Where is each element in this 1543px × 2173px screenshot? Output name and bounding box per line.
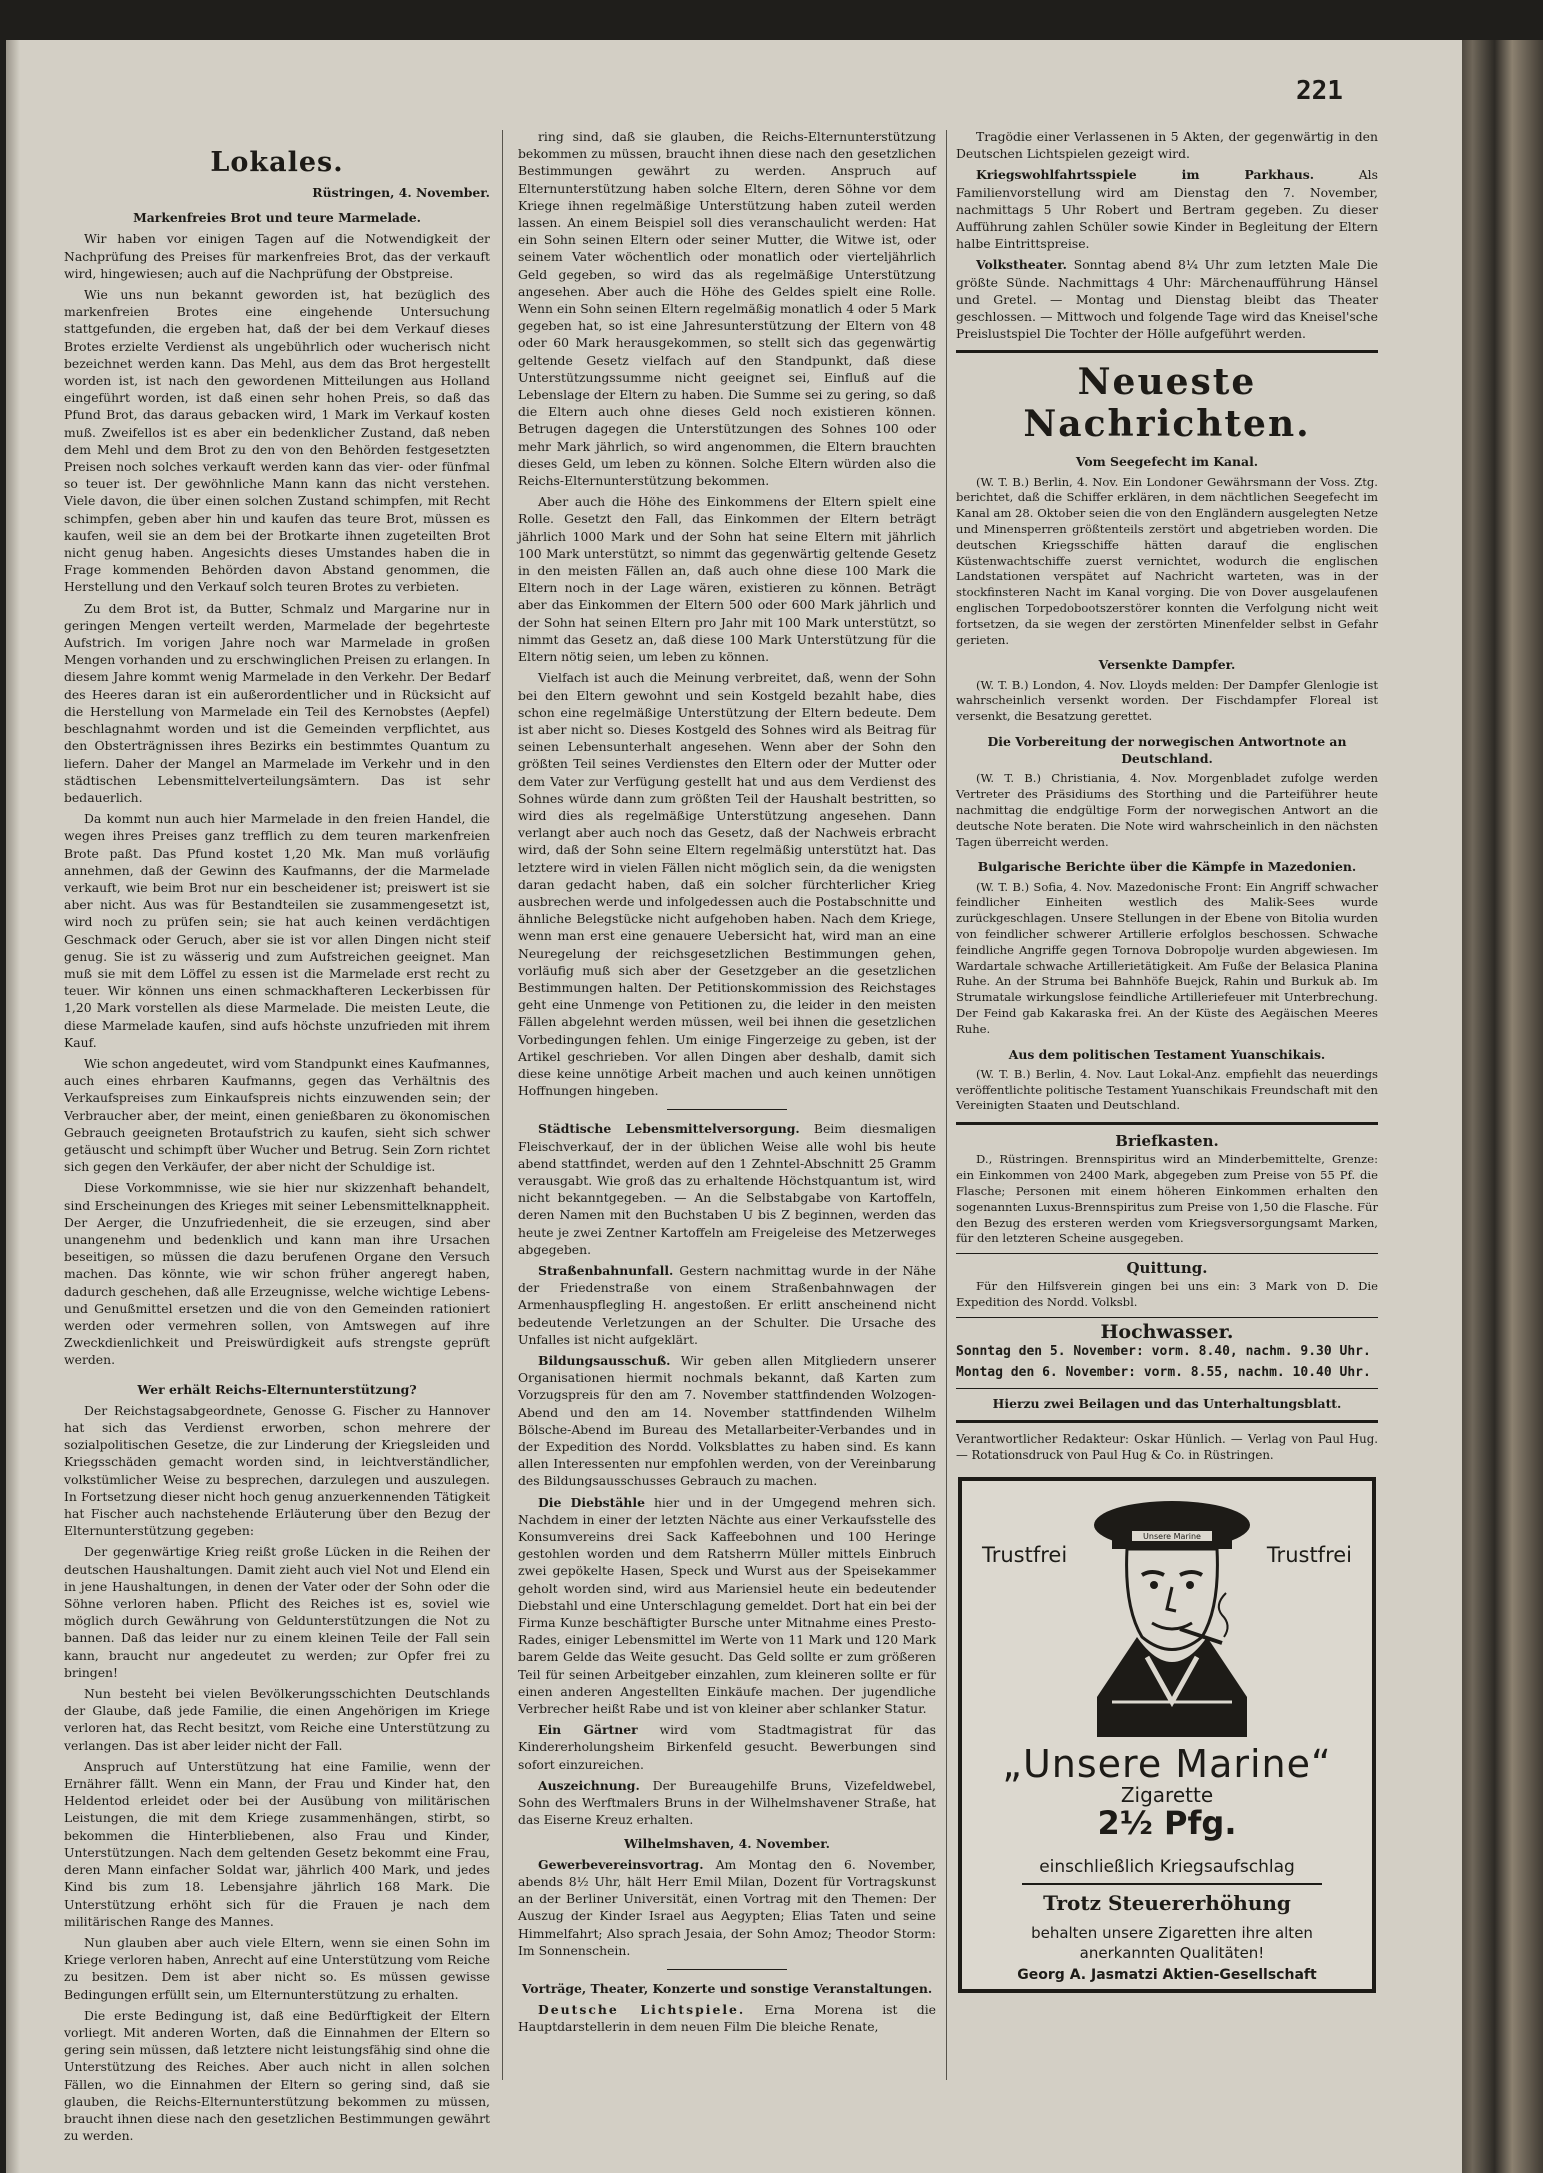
ad-price: 2½ Pfg. <box>1097 1803 1237 1842</box>
page-number: 221 <box>1296 76 1343 106</box>
ad-company: Georg A. Jasmatzi Aktien-Gesellschaft <box>1017 1966 1317 1983</box>
article-paragraph: Die erste Bedingung ist, daß eine Bedürftigkeit der Eltern vorliegt. Mit anderen Worten, daß die Einnahmen der Eltern so gering sein müssen, daß letztere nicht leistungsfähig sind ohne die Unterstützung des Reiches. Aber auch nicht in allen solchen Fällen, wo die Einnahmen der Eltern so gering sind, daß sie glauben, die Reichs-Elternunterstützung bekommen zu müssen, braucht ihnen diese nach den gesetzlichen Bestimmungen gewährt zu werden. <box>64 2007 490 2144</box>
local-note-text: Der Bureaugehilfe Bruns, Vizefeldwebel, Sohn des Werftmalers Bruns in der Wilhelmshavener Straße, hat das Eiserne Kreuz erhalten. <box>518 1777 936 1828</box>
sailor-illustration <box>1072 1487 1272 1737</box>
local-note-lead: Kriegswohlfahrtsspiele im Parkhaus. <box>976 167 1315 183</box>
mailbox-text: D., Rüstringen. Brennspiritus wird an Minderbemittelte, Grenze: ein Einkommen von 2400 Mark, abgegeben zum Preise von 55 Pf. die Flasche; Personen mit einem höheren Einkommen erhalten den sogenannten Luxus-Brennspiritus zum Preise von 1,50 die Flasche. Für den Bezug des ersteren werden vom Kriegsversorgungsamt Marken, für den letzteren Scheine ausgegeben. <box>956 1152 1378 1246</box>
ad-slogan: behalten unsere Zigaretten ihre alten anerkannten Qualitäten! <box>1031 1923 1313 1962</box>
news-headline: Aus dem politischen Testament Yuanschikais. <box>1008 1046 1326 1062</box>
ad-trustfrei-left: Trustfrei <box>982 1542 1068 1567</box>
column-latest-news <box>956 128 1378 2088</box>
local-note-text: Beim diesmaligen Fleischverkauf, der in der üblichen Weise alle wohl bis heute abend stattfindet, werden auf den 1 Zehntel-Abschnitt 25 Gramm verausgabt. Wie groß das zu erhaltende Höchstquantum ist, wird nicht bekanntgegeben. — An die Selbstabgabe von Kartoffeln, deren Namen mit den Buchstaben U bis Z beginnen, werden das heute je zwei Zentner Kartoffeln am Freigeleise des Metzerweges abgegeben. <box>518 1121 936 1257</box>
local-note-text: Sonntag abend 8¼ Uhr zum letzten Male Die größte Sünde. Nachmittags 4 Uhr: Märchenaufführung Hänsel und Gretel. — Montag und Dienstag bleibt das Theater geschlossen. — Mittwoch und folgende Tage wird das Kneisel'sche Preislustspiel Die Tochter der Hölle aufgeführt werden. <box>956 257 1378 342</box>
section-title-latest-news: Neueste Nachrichten. <box>1023 361 1311 446</box>
article-paragraph: Anspruch auf Unterstützung hat eine Familie, wenn der Ernährer fällt. Wenn ein Mann, der Frau und Kinder hat, den Heldentod erleidet oder bei der Ausübung von militärischen Leistungen, die mit dem Kriege zusammenhängen, stirbt, so bekommen die Hinterbliebenen, also Frau und Kinder, Unterstützungen. Nach dem geltenden Gesetz bekommt eine Frau, deren Mann einfacher Soldat war, jährlich 400 Mark, und jedes Kind bis zum 18. Lebensjahre jährlich 168 Mark. Die Unterstützung erhöht sich für die Frauen je nach dem militärischen Range des Mannes. <box>64 1758 490 1929</box>
article-paragraph: Nun glauben aber auch viele Eltern, wenn sie einen Sohn im Kriege verloren haben, Anrecht auf eine Unterstützung vom Reiche zu besitzen. Dem ist aber nicht so. Es müssen gewisse Bedingungen erfüllt sein, um Elternunterstützung zu erhalten. <box>64 1934 490 2002</box>
imprint: Verantwortlicher Redakteur: Oskar Hünlich. — Verlag von Paul Hug. — Rotationsdruck von Paul Hug & Co. in Rüstringen. <box>956 1431 1378 1462</box>
local-notes <box>518 1120 936 1828</box>
news-text: (W. T. B.) Christiania, 4. Nov. Morgenbladet zufolge werden Vertreter des Präsidiums des Storthing und die Parteiführer heute nachmittag die endgültige Form der norwegischen Antwort an die deutsche Note beraten. Die Note wird wahrscheinlich in den nächsten Tagen überreicht werden. <box>956 771 1378 849</box>
events-continued <box>956 128 1378 342</box>
article-paragraph: Der Reichstagsabgeordnete, Genosse G. Fischer zu Hannover hat sich das Verdienst erworben, schon mehrere der sozialpolitischen Gesetze, die zur Linderung der Kriegsleiden und Kriegsschäden gemacht worden sind, in leichtverständlicher, volkstümlicher Weise zu besprechen, darzulegen und auszulegen. In Fortsetzung dieser nicht hoch genug anzuerkennenden Tätigkeit hat Fischer auch nachstehende Erläuterung über den Bezug der Elternunterstützung gegeben: <box>64 1402 490 1539</box>
local-note-text: Am Montag den 6. November, abends 8½ Uhr, hält Herr Emil Milan, Dozent für Vortragskunst an der Berliner Universität, einen Vortrag mit den Themen: Der Auszug der Kinder Israel aus Aegypten; Elias Taten und seine Himmelfahrt; Also sprach Jesaia, der Sohn Amoz; Theodor Storm: Im Sonnenschein. <box>518 1856 936 1958</box>
dateline-ruestringen: Rüstringen, 4. November. <box>312 185 490 200</box>
ad-brand: „Unsere Marine“ <box>1002 1741 1332 1786</box>
local-note-text: wird vom Stadtmagistrat für das Kindererholungsheim Birkenfeld gesucht. Bewerbungen sind sofort einzureichen. <box>518 1722 936 1772</box>
ad-divider <box>1022 1883 1322 1885</box>
divider <box>956 1253 1378 1254</box>
news-items <box>956 453 1378 1114</box>
advertisement-unsere-marine <box>958 1477 1376 1993</box>
ad-product: Zigarette <box>1120 1782 1214 1807</box>
page-edge-shadow <box>6 40 20 2173</box>
news-headline: Bulgarische Berichte über die Kämpfe in Mazedonien. <box>977 859 1357 875</box>
local-note <box>956 256 1378 342</box>
article-body-bread <box>64 230 490 1368</box>
article-headline-parental-support: Wer erhält Reichs-Elternunterstützung? <box>137 1381 417 1397</box>
section-title-local: Lokales. <box>210 147 344 178</box>
divider <box>956 1317 1378 1318</box>
article-paragraph: Wie schon angedeutet, wird vom Standpunkt eines Kaufmannes, auch eines ehrbaren Kaufmanns, gegen das Verhältnis des Verkaufspreises zum Einkaufspreis nichts einzuwenden sein; der Verbraucher aber, der meint, einen genießbaren zu ökonomischen Gebrauch geeigneten Brotaufstrich zu kaufen, sieht sich schwer getäuscht und schimpft über Wucher und Betrug. Sein Zorn richtet sich gegen den Verkäufer, der aber nicht der Schuldige ist. <box>64 1055 490 1175</box>
news-text: (W. T. B.) London, 4. Nov. Lloyds melden: Der Dampfer Glenlogie ist wahrscheinlich versenkt worden. Der Fischdampfer Floreal ist versenkt, die Besatzung gerettet. <box>956 677 1378 724</box>
divider-heavy <box>956 350 1378 353</box>
column-continued <box>518 128 936 2088</box>
article-body-parental-support <box>64 1402 490 2145</box>
local-note <box>956 166 1378 252</box>
article-paragraph: ring sind, daß sie glauben, die Reichs-Elternunterstützung bekommen zu müssen, braucht ihnen diese nach den gesetzlichen Bestimmungen gewährt zu werden. Anspruch auf Elternunterstützung haben solche Eltern, deren Söhne vor dem Kriege ihnen regelmäßige Unterstützung haben zuteil werden lassen. An einem Beispiel soll dies veranschaulicht werden: Hat ein Sohn seinen Eltern oder seiner Mutter, die Witwe ist, oder seinem Vater wöchentlich oder monatlich oder vierteljährlich Geld gegeben, so wird das als regelmäßige Unterstützung angesehen. Aber auch die Höhe des Geldes spielt eine Rolle. Wenn ein Sohn seinen Eltern regelmäßig monatlich 4 oder 5 Mark gegeben hat, so ist eine Jahresunterstützung der Eltern von 48 oder 60 Mark herausgekommen, so stellt sich das gegenwärtig geltende Gesetz vielfach auf den Standpunkt, daß diese Unterstützungssumme nicht geeignet sei, Einfluß auf die Lebenslage der Eltern zu haben. Die Summe sei zu gering, so daß die Eltern auch ohne dieses Geld noch existieren können. Betrugen dagegen die Unterstützungen des Sohnes 100 oder mehr Mark jährlich, so wird angenommen, die Eltern brauchten dieses Geld, um leben zu können. Solche Eltern würden also die Reichs-Elternunterstützung bekommen. <box>518 129 936 489</box>
local-note <box>518 1120 936 1258</box>
ad-headline: Trotz Steuererhöhung <box>1043 1890 1291 1915</box>
local-note-text: Als Familienvorstellung wird am Dienstag den 7. November, nachmittags 5 Uhr Robert und Bertram gegeben. Zu dieser Aufführung zahlen Schüler sowie Kinder in Begleitung der Eltern halbe Eintrittspreise. <box>956 167 1378 252</box>
mailbox-title: Briefkasten. <box>1115 1132 1219 1151</box>
local-note-lead: Auszeichnung. <box>538 1777 640 1793</box>
flood-title: Hochwasser. <box>1100 1320 1234 1343</box>
article-paragraph: Aber auch die Höhe des Einkommens der Eltern spielt eine Rolle. Gesetzt den Fall, das Einkommen der Eltern beträgt jährlich 1000 Mark und der Sohn hat seine Eltern mit jährlich 100 Mark unterstützt, so nimmt das gegenwärtig geltende Gesetz in den meisten Fällen an, daß auch ohne diese 100 Mark die Eltern noch in der Lage wären, existieren zu können. Beträgt aber das Einkommen der Eltern 500 oder 600 Mark jährlich und der Sohn hat seinen Eltern pro Jahr mit 100 Mark unterstützt, so nimmt das Gesetz an, daß diese 100 Mark Unterstützung für die Eltern nötig seien, um leben zu können. <box>518 494 936 665</box>
dateline-wilhelmshaven: Wilhelmshaven, 4. November. <box>624 1835 830 1851</box>
divider <box>667 1969 787 1970</box>
news-text: (W. T. B.) Sofia, 4. Nov. Mazedonische Front: Ein Angriff schwacher feindlicher Einheiten westlich des Malik-Sees wurde zurückgeschlagen. Unsere Stellungen in der Ebene von Bitolia wurden von feindlicher schwerer Artillerie erfolglos beschossen. Schwache feindliche Angriffe gegen Tornova Dobropolje wurden abgewiesen. Im Wardartale schwache Artillerietätigkeit. Am Fuße der Belasica Planina Ruhe. An der Struma bei Bahnhöfe Buejck, Rahin und Burkuk ab. Im Strumatale wirkungslose feindliche Artilleriefeuer mit Unterbrechung. Der Feind gab Kakaraska frei. An der Küste des Aegäischen Meeres Ruhe. <box>956 879 1378 1036</box>
news-headline: Versenkte Dampfer. <box>1098 657 1236 673</box>
article-paragraph: Nun besteht bei vielen Bevölkerungsschichten Deutschlands der Glaube, daß jede Familie, die einen Angehörigen im Kriege verloren hat, das Recht besitzt, vom Reiche eine Unterstützung zu verlangen. Das ist aber leider nicht der Fall. <box>64 1686 490 1753</box>
ad-tax-note: einschließlich Kriegsaufschlag <box>1039 1856 1295 1877</box>
flood-line-monday: Montag den 6. November: vorm. 8.55, nachm. 10.40 Uhr. <box>956 1365 1371 1381</box>
article-paragraph: Wie uns nun bekannt geworden ist, hat bezüglich des markenfreien Brotes eine eingehende Untersuchung stattgefunden, die ergeben hat, daß der bei dem Verkauf dieses Brotes erzielte Verdienst als ungebührlich oder wucherisch nicht bezeichnet werden kann. Das Mehl, aus dem das Brot hergestellt worden ist, ist nach den gewordenen Mitteilungen aus Holland eingeführt worden, ist daß einen sehr hohen Preis, so daß das Pfund Brot, das daraus gebacken wird, 1 Mark im Verkauf kosten muß. Zweifellos ist es aber ein bedenklicher Zustand, daß neben dem Mehl und dem Brot zu den von den Behörden festgesetzten Preisen noch solches verkauft werden kann das vier- oder fünfmal so teuer ist. Der gewöhnliche Mann kann das nicht verstehen. Viele davon, die über einen solchen Zustand schimpfen, mit Recht schimpfen, geben aber hin und kaufen das teure Brot, müssen es kaufen, weil sie an dem bei der Brotkarte ihnen zugeteilten Brot nicht genug haben. Angesichts dieses Umstandes haben die in Frage kommenden Behörden davon Abstand genommen, die Herstellung und den Verkauf solch teuren Brotes zu verbieten. <box>64 287 490 595</box>
article-headline-bread: Markenfreies Brot und teure Marmelade. <box>133 210 421 226</box>
local-note-text: hier und in der Umgegend mehren sich. Nachdem in einer der letzten Nächte aus einer Verkaufsstelle des Konsumvereins drei Sack Kaffeebohnen und 100 Heringe gestohlen worden und dem Ratsherrn Müller mittels Einbruch zwei gepökelte Hasen, Speck und Wurst aus der Speisekammer geholt worden sind, wird aus Mariensiel heute ein bedeutender Diebstahl und eine Unterschlagung gemeldet. Dort hat ein bei der Firma Kunze beschäftigter Bursche unter Mitnahme eines Presto-Rades, einiger Lebensmittel im Werte von 11 Mark und 120 Mark barem Gelde das Weite gesucht. Das Geld sollte er zum größeren Teil für seinen Arbeitgeber einzahlen, zum kleineren sollte er für einen anderen Angestellten Einkäufe machen. Der jugendliche Verbrecher heißt Rabe und ist von kleiner aber schlanker Statur. <box>518 1494 936 1717</box>
receipt-title: Quittung. <box>1126 1259 1208 1278</box>
news-headline: Die Vorbereitung der norwegischen Antwortnote an Deutschland. <box>987 734 1347 767</box>
divider <box>667 1109 787 1110</box>
divider <box>956 1388 1378 1389</box>
local-note-lead: Volkstheater. <box>976 257 1067 273</box>
local-note-text: Wir geben allen Mitgliedern unserer Organisationen hiermit nochmals bekannt, daß Karten zum Vorzugspreis für den am 7. November stattfindenden Wolzogen-Abend und den am 14. November stattfindenden Wilhelm Bölsche-Abend im Bureau des Metallarbeiter-Verbandes und in der Expedition des Nordd. Volksblattes zu haben sind. Es kann allen Interessenten nur empfohlen werden, von der Vereinbarung des Bildungsausschusses Gebrauch zu machen. <box>518 1353 936 1489</box>
local-note <box>518 1856 936 1959</box>
book-binding <box>1455 40 1543 2173</box>
news-text: (W. T. B.) Berlin, 4. Nov. Laut Lokal-Anz. empfiehlt das neuerdings veröffentlichte politische Testament Yuanschikais Freundschaft mit den Vereinigten Staaten und Deutschland. <box>956 1066 1378 1113</box>
column-rule-2 <box>946 130 947 2080</box>
ad-trustfrei-right: Trustfrei <box>1266 1542 1352 1567</box>
article-paragraph: Diese Vorkommnisse, wie sie hier nur skizzenhaft behandelt, sind Erscheinungen des Krieges mit seiner Lebensmittelknappheit. Der Aerger, die Unzufriedenheit, die sie erzeugen, sind aber unangenehm und bedenklich und kann man ihre Ursachen beseitigen, so müssen die dazu berufenen Organe den Versuch machen. Das könnte, wie wir schon früher angeregt haben, dadurch geschehen, daß alle Erzeugnisse, welche wichtige Lebens- und Genußmittel ersetzen und die von den Gemeinden rationiert werden oder vermehren sollen, von Amtswegen auf ihre Zweckdienlichkeit und Preiswürdigkeit aufs strengste geprüft werden. <box>64 1180 490 1368</box>
local-note-lead: Straßenbahnunfall. <box>538 1263 674 1278</box>
article-paragraph: Zu dem Brot ist, da Butter, Schmalz und Margarine nur in geringen Mengen verteilt werden, Marmelade der begehrteste Aufstrich. Im vorigen Jahre noch war Marmelade in großen Mengen vorhanden und zu erschwinglichen Preisen zu erlangen. In diesem Jahre kommt wenig Marmelade in den Verkehr. Der Bedarf des Heeres daran ist ein außerordentlicher und in Rücksicht auf die Herstellung von Marmelade ein Teil des Kernobstes (Aepfel) beschlagnahmt worden und ist die Gemeinden verpflichtet, aus den Obsterträgnissen ihres Bezirks ein bestimmtes Quantum zu liefern. Daher der Mangel an Marmelade im Verkehr und in den städtischen Lebensmittelverteilungsämtern. Das ist sehr bedauerlich. <box>64 600 490 805</box>
article-paragraph: Der gegenwärtige Krieg reißt große Lücken in die Reihen der deutschen Haushaltungen. Damit zieht auch viel Not und Elend ein in jene Haushaltungen, in denen der Vater oder der Sohn oder die Söhne verloren haben. Pflicht des Reiches ist es, soviel wie möglich durch Gewährung von Geldunterstützungen die Not zu bannen. Daß das leider nur zu einem kleinen Teile der Fall sein kann, braucht nur angedeutet zu werden; zur Opfer frei zu bringen! <box>64 1544 490 1680</box>
article-continuation <box>518 128 936 1099</box>
column-rule-1 <box>502 130 503 2080</box>
local-note <box>518 1262 936 1348</box>
local-note <box>518 1494 936 1718</box>
news-headline: Vom Seegefecht im Kanal. <box>1075 454 1259 470</box>
local-note <box>518 1352 936 1490</box>
article-paragraph: Tragödie einer Verlassenen in 5 Akten, der gegenwärtig in den Deutschen Lichtspielen gezeigt wird. <box>956 129 1378 162</box>
local-note-lead: Die Diebstähle <box>538 1494 645 1510</box>
section-heading-events: Vorträge, Theater, Konzerte und sonstige Veranstaltungen. <box>521 1980 933 1996</box>
local-note <box>518 1777 936 1829</box>
local-note-lead: Ein Gärtner <box>538 1722 638 1738</box>
receipt-text: Für den Hilfsverein gingen bei uns ein: 3 Mark von D. Die Expedition des Nordd. Volksbl. <box>956 1279 1378 1310</box>
divider-heavy <box>956 1420 1378 1423</box>
theater-note <box>518 2001 936 2035</box>
cap-band-text: Unsere Marine <box>1143 1531 1201 1541</box>
article-paragraph: Vielfach ist auch die Meinung verbreitet, daß, wenn der Sohn bei den Eltern gewohnt und sein Kostgeld bezahlt habe, dies schon eine regelmäßige Unterstützung der Eltern bedeute. Dem ist aber nicht so. Dieses Kostgeld des Sohnes wird als Beitrag für seinen Lebensunterhalt angesehen. Wenn aber der Sohn den größten Teil seines Verdienstes den Eltern oder der Mutter oder dem Vater zur Verfügung gestellt hat und aus dem Verdienst des Sohnes würde dann zum größten Teil der Haushalt bestritten, so wird dies als regelmäßige Unterstützung angesehen. Dann verlangt aber auch noch das Gesetz, daß der Nachweis erbracht wird, daß der Sohn seine Eltern regelmäßig unterstützt hat. Das letztere wird in vielen Fällen nicht möglich sein, da die wenigsten daran gedacht haben, daß ein solcher fürchterlicher Krieg ausbrechen werde und infolgedessen auch die Postabschnitte und ähnliche Belegstücke nicht aufgehoben haben. Nach dem Kriege, wenn man erst eine genauere Uebersicht hat, wird man an eine Neuregelung der reichsgesetzlichen Bestimmungen gehen, vorläufig muß sich aber der Gesetzgeber an die gesetzlichen Bestimmungen halten. Der Petitionskommission des Reichstages geht eine Unmenge von Petitionen zu, die leider in den meisten Fällen abgelehnt werden müssen, weil bei ihnen die gesetzlichen Vorbedingungen fehlen. Um einige Fingerzeige zu geben, ist der Artikel geschrieben. Vor allen Dingen aber deshalb, damit sich diese keine unnötige Arbeit machen und auch keinen unnötigen Hoffnungen hingeben. <box>518 670 936 1099</box>
local-note-lead: Gewerbevereinsvortrag. <box>538 1856 704 1872</box>
supplement-note: Hierzu zwei Beilagen und das Unterhaltungsblatt. <box>992 1395 1342 1411</box>
divider-heavy <box>956 1122 1378 1125</box>
news-text: (W. T. B.) Berlin, 4. Nov. Ein Londoner Gewährsmann der Voss. Ztg. berichtet, daß die Schiffer erklären, in dem nächtlichen Seegefecht im Kanal am 28. Oktober seien die von den Engländern ausgelegten Netze und Minensperren größtenteils zerstört und abgetrieben worden. Die deutschen Kriegsschiffe hätten darauf die englischen Küstenwachtschiffe zuerst vernichtet, wodurch die englischen Landstationen verspätet auf Nachricht warteten, was in der stockfinsteren Nacht im Kanal vorging. Die von Dover ausgelaufenen englischen Torpedobootszerstörer konnten die Verfolgung nicht weit fortsetzen, da sie wegen der zerstörten Minenfelder selbst in Gefahr gerieten. <box>956 474 1378 647</box>
local-note-text: Gestern nachmittag wurde in der Nähe der Friedenstraße von einem Straßenbahnwagen der Armenhauspflegling H. angestoßen. Er erlitt anscheinend nicht bedeutende Verletzungen an der Schulter. Die Ursache des Unfalles ist nicht aufgeklärt. <box>518 1263 936 1347</box>
local-note-lead: Bildungsausschuß. <box>538 1353 671 1369</box>
column-local-news <box>64 128 490 2144</box>
flood-line-sunday: Sonntag den 5. November: vorm. 8.40, nachm. 9.30 Uhr. <box>956 1344 1371 1360</box>
theater-note-lead: Deutsche Lichtspiele. <box>538 2002 746 2018</box>
article-paragraph: Wir haben vor einigen Tagen auf die Notwendigkeit der Nachprüfung des Preises für markenfreies Brot, das der verkauft wird, hingewiesen; auch auf die Nachprüfung der Obstpreise. <box>64 231 490 281</box>
theater-note-text: Erna Morena ist die Hauptdarstellerin in dem neuen Film Die bleiche Renate, <box>518 2002 936 2035</box>
local-note <box>518 1721 936 1773</box>
newspaper-page <box>6 40 1462 2173</box>
article-paragraph: Da kommt nun auch hier Marmelade in den freien Handel, die wegen ihres Preises ganz trefflich zu dem teuren markenfreien Brote paßt. Das Pfund kostet 1,20 Mk. Man muß vorläufig annehmen, daß der Gewinn des Kaufmanns, der die Marmelade verkauft, wie beim Brot nur ein bescheidener ist; preiswert ist sie aber nicht. Aus was für Bestandteilen sie zusammengesetzt ist, wird noch zu prüfen sein; sie hat auch keinen verdächtigen Geschmack oder Geruch, aber sie ist vor allen Dingen nicht steif genug. Sie ist zu wässerig und zum Aufstreichen geeignet. Man muß sie mit dem Löffel zu essen ist die Marmelade erst recht zu teuer. Wir können uns einen schmackhafteren Leckerbissen für 1,20 Mark vorstellen als diese Marmelade. Die meisten Leute, die diese Marmelade kaufen, sind aufs höchste unzufrieden mit ihrem Kauf. <box>64 811 490 1050</box>
wilhelmshaven-notes <box>518 1856 936 1959</box>
local-note-lead: Städtische Lebensmittelversorgung. <box>538 1121 800 1137</box>
